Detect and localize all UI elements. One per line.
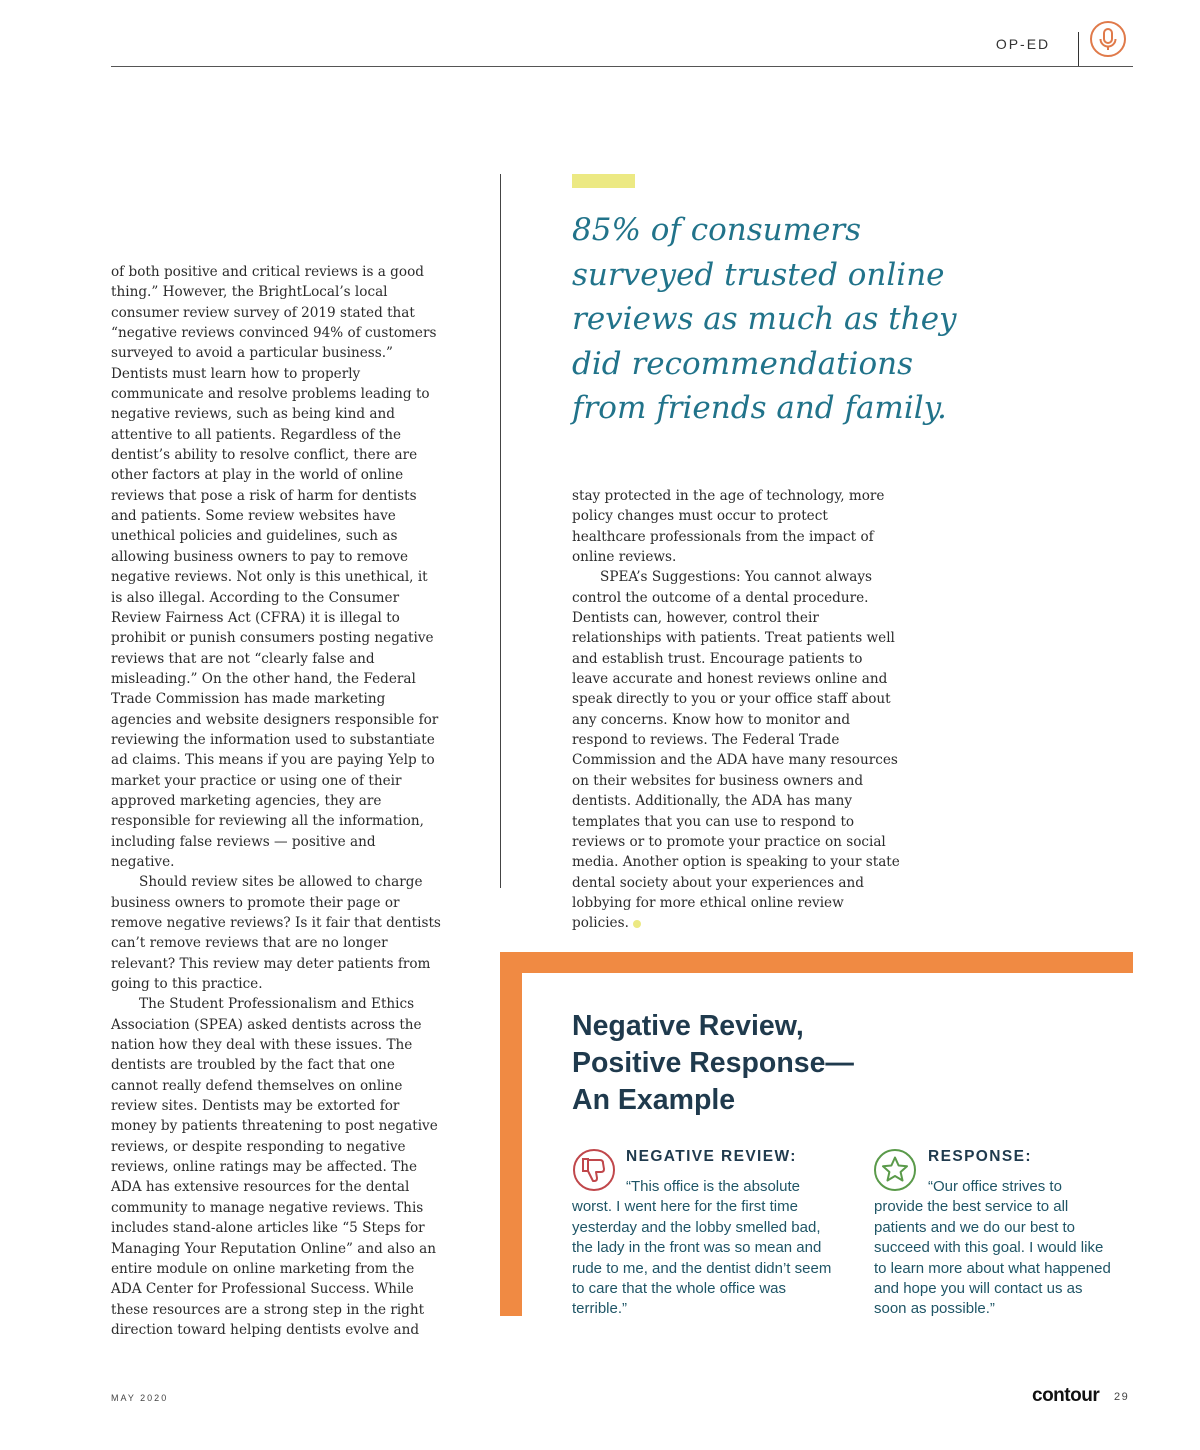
sidebar-title: Negative Review, Positive Response— An Example: [572, 1010, 854, 1116]
sidebar-box-top-border: [500, 952, 1133, 973]
negative-review-heading: NEGATIVE REVIEW:: [626, 1148, 797, 1165]
negative-review-text: [572, 1177, 832, 1320]
column-rule: [500, 174, 501, 888]
microphone-icon: [1089, 20, 1127, 58]
header-divider: [1078, 32, 1079, 66]
left-column: [111, 262, 441, 1340]
brand-logo: contour: [1032, 1385, 1100, 1406]
left-paragraph-2: Should review sites be allowed to charge business owners to promote their page or remove negative reviews? Is it fair that dentists can’t remove reviews that are no longer relevant? This review may deter patients from going to this practice.: [111, 874, 441, 993]
end-mark-dot: [633, 920, 641, 928]
sidebar-box-left-border: [500, 952, 522, 1316]
left-paragraph-3: The Student Professionalism and Ethics Association (SPEA) asked dentists across the nation how they deal with these issues. The dentists are troubled by the fact that one cannot really defend themselves on online review sites. Dentists may be extorted for money by patients threatening to post negative reviews, or despite responding to negative reviews, online ratings may be affected. The ADA has extensive resources for the dental community to manage negative reviews. This includes stand-alone articles like “5 Steps for Managing Your Reputation Online” and also an entire module on online marketing from the ADA Center for Professional Success. While these resources are a strong step in the right direction toward helping dentists evolve and: [111, 996, 438, 1338]
header-rule: [111, 66, 1133, 67]
pull-quote-accent-bar: [572, 174, 635, 188]
left-paragraph-1: of both positive and critical reviews is a good thing.” However, the BrightLocal’s local consumer review survey of 2019 stated that “negative reviews convinced 94% of customers surveyed to avoid a particular business.” Dentists must learn how to properly communicate and resolve problems leading to negative reviews, such as being kind and attentive to all patients. Regardless of the dentist’s ability to resolve conflict, there are other factors at play in the world of online reviews that pose a risk of harm for dentists and patients. Some review websites have unethical policies and guidelines, such as allowing business owners to pay to remove negative reviews. Not only is this unethical, it is also illegal. According to the Consumer Review Fairness Act (CFRA) it is illegal to prohibit or punish consumers posting negative reviews that are not “clearly false and misleading.” On the other hand, the Federal Trade Commission has made marketing agencies and website designers responsible for reviewing the information used to substantiate ad claims. This means if you are paying Yelp to market your practice or using one of their approved marketing agencies, they are responsible for reviewing all the information, including false reviews — positive and negative.: [111, 264, 439, 870]
response-heading: RESPONSE:: [928, 1148, 1032, 1165]
pull-quote: 85% of consumers surveyed trusted online reviews as much as they did recommendations from friends and family.: [572, 212, 957, 426]
footer-date: MAY 2020: [111, 1393, 169, 1403]
right-column: [572, 486, 902, 934]
section-label: OP-ED: [995, 36, 1051, 52]
right-paragraph-2-text: SPEA’s Suggestions: You cannot always control the outcome of a dental procedure. Dentists can, however, control their relationships with patients. Treat patients well and establish trust. Encourage patients to leave accurate and honest reviews online and speak directly to you or your office staff about any concerns. Know how to monitor and respond to reviews. The Federal Trade Commission and the ADA have many resources on their websites for business owners and dentists. Additionally, the ADA has many templates that you can use to respond to reviews or to promote your practice on social media. Another option is speaking to your state dental society about your experiences and lobbying for more ethical online review policies.: [572, 569, 900, 932]
right-paragraph-1: stay protected in the age of technology, more policy changes must occur to protect healthcare professionals from the impact of online reviews.: [572, 488, 885, 566]
response-quote: “Our office strives to provide the best service to all patients and we do our best to succeed with this goal. I would like to learn more about what happened and hope you will contact us as soon as possible.”: [874, 1178, 1111, 1318]
right-paragraph-2: [572, 567, 902, 933]
negative-review-quote: “This office is the absolute worst. I went here for the first time yesterday and the lobby smelled bad, the lady in the front was so mean and rude to me, and the dentist didn’t seem to care that the whole office was terrible.”: [572, 1178, 832, 1318]
page-number: 29: [1114, 1391, 1130, 1403]
response-text: [874, 1177, 1114, 1320]
